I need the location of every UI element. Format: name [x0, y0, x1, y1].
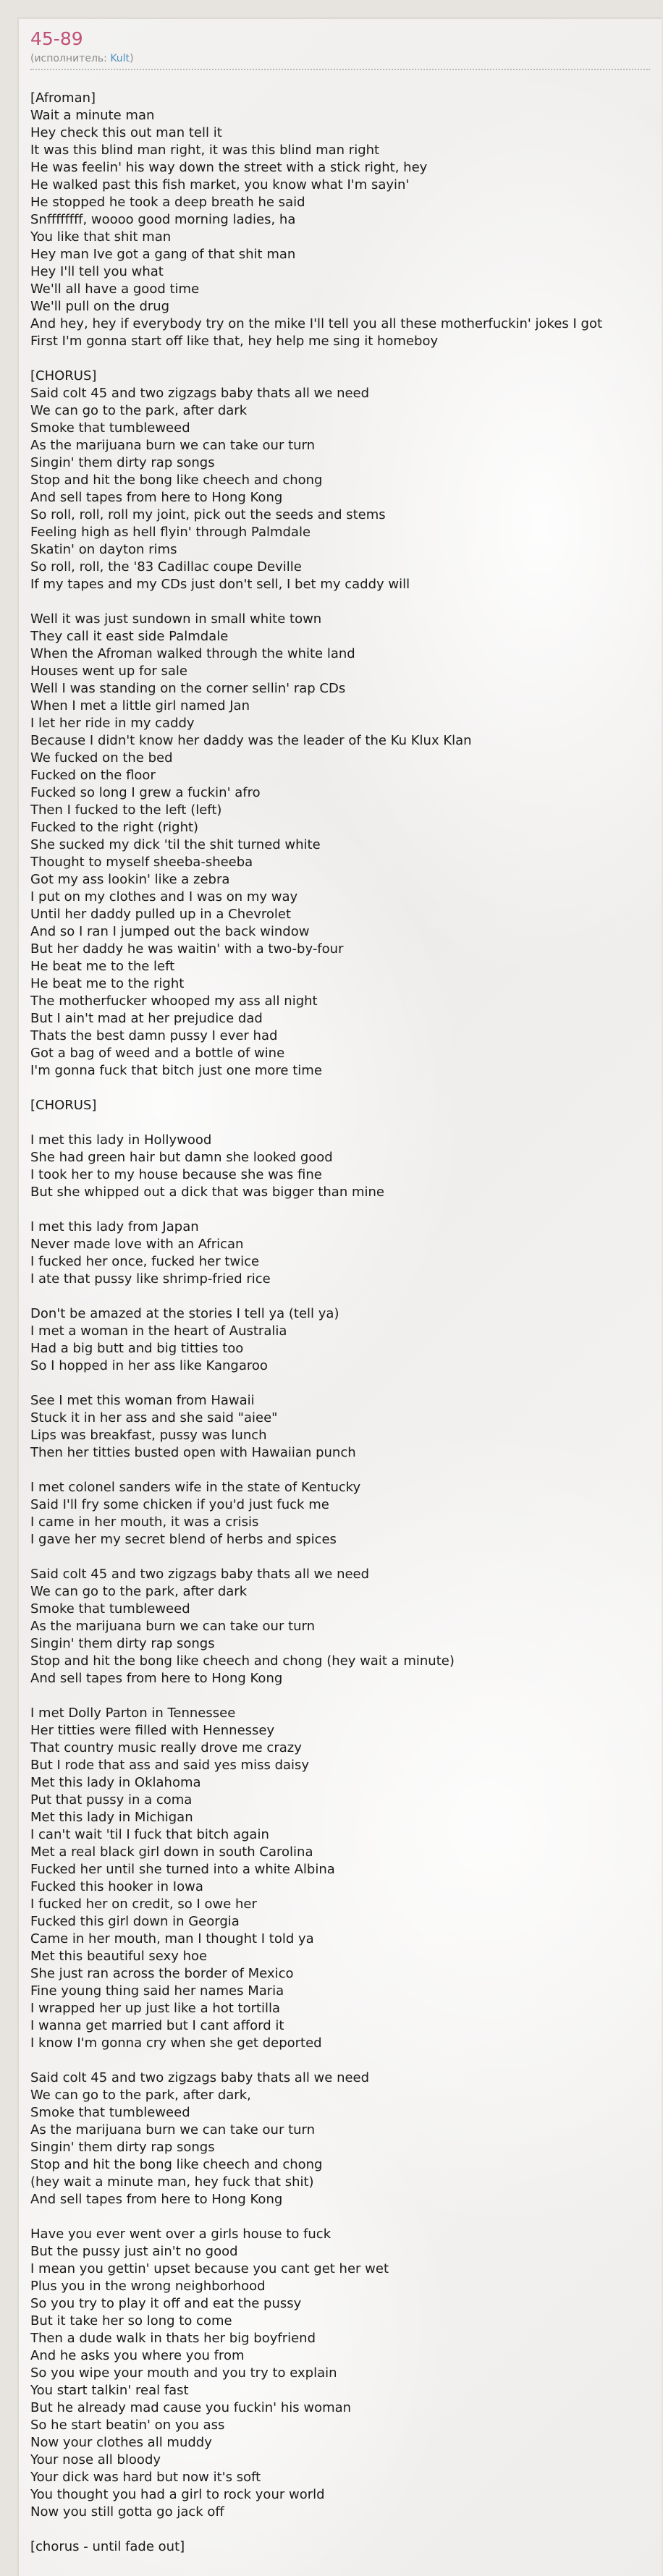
lyrics-text: [Afroman] Wait a minute man Hey check this out man tell it It was this blind man right, it was this blind man right He was feelin' his way down the street with a stick right, hey He walked past this fish market, you know what I'm sayin' He stopped he took a deep breath he said Snffffffff, woooo good morning ladies, ha You like that shit man Hey man Ive got a gang of that shit man Hey I'll tell you what We'll all have a good time We'll pull on the drug And hey, hey if everybody try on the mike I'll tell you all these motherfuckin' jokes I got First I'm gonna start off like that, hey help me sing it homeboy [CHORUS] Said colt 45 and two zigzags baby thats all we need We can go to the park, after dark Smoke that tumbleweed As the marijuana burn we can take our turn Singin' them dirty rap songs Stop and hit the bong like cheech and chong And sell tapes from here to Hong Kong So roll, roll, roll my joint, pick out the seeds and stems Feeling high as hell flyin' through Palmdale Skatin' on dayton rims So roll, roll, the '83 Cadillac coupe Deville If my tapes and my CDs just don't sell, I bet my caddy will Well it was just sundown in small white town They call it east side Palmdale When the Afroman walked through the white land Houses went up for sale Well I was standing on the corner sellin' rap CDs When I met a little girl named Jan I let her ride in my caddy Because I didn't know her daddy was the leader of the Ku Klux Klan We fucked on the bed Fucked on the floor Fucked so long I grew a fuckin' afro Then I fucked to the left (left) Fucked to the right (right) She sucked my dick 'til the shit turned white Thought to myself sheeba-sheeba Got my ass lookin' like a zebra I put on my clothes and I was on my way Until her daddy pulled up in a Chevrolet And so I ran I jumped out the back window But her daddy he was waitin' with a two-by-four He beat me to the left He beat me to the right The motherfucker whooped my ass all night But I ain't mad at her prejudice dad Thats the best damn pussy I ever had Got a bag of weed and a bottle of wine I'm gonna fuck that bitch just one more time [CHORUS] I met this lady in Hollywood She had green hair but damn she looked good I took her to my house because she was fine But she whipped out a dick that was bigger than mine I met this lady from Japan Never made love with an African I fucked her once, fucked her twice I ate that pussy like shrimp-fried rice Don't be amazed at the stories I tell ya (tell ya) I met a woman in the heart of Australia Had a big butt and big titties too So I hopped in her ass like Kangaroo See I met this woman from Hawaii Stuck it in her ass and she said "aiee" Lips was breakfast, pussy was lunch Then her titties busted open with Hawaiian punch I met colonel sanders wife in the state of Kentucky Said I'll fry some chicken if you'd just fuck me I came in her mouth, it was a crisis I gave her my secret blend of herbs and spices Said colt 45 and two zigzags baby thats all we need We can go to the park, after dark Smoke that tumbleweed As the marijuana burn we can take our turn Singin' them dirty rap songs Stop and hit the bong like cheech and chong (hey wait a minute) And sell tapes from here to Hong Kong I met Dolly Parton in Tennessee Her titties were filled with Hennessey That country music really drove me crazy But I rode that ass and said yes miss daisy Met this lady in Oklahoma Put that pussy in a coma Met this lady in Michigan I can't wait 'til I fuck that bitch again Met a real black girl down in south Carolina Fucked her until she turned into a white Albina Fucked this hooker in Iowa I fucked her on credit, so I owe her Fucked this girl down in Georgia Came in her mouth, man I thought I told ya Met this beautiful sexy hoe She just ran across the border of Mexico Fine young thing said her names Maria I wrapped her up just like a hot tortilla I wanna get married but I cant afford it I know I'm gonna cry when she get deported Said colt 45 and two zigzags baby thats all we need We can go to the park, after dark, Smoke that tumbleweed As the marijuana burn we can take our turn Singin' them dirty rap songs Stop and hit the bong like cheech and chong (hey wait a minute man, hey fuck that shit) And sell tapes from here to Hong Kong Have you ever went over a girls house to fuck But the pussy just ain't no good I mean you gettin' upset because you cant get her wet Plus you in the wrong neighborhood So you try to play it off and eat the pussy But it take her so long to come Then a dude walk in thats her big boyfriend And he asks you where you from So you wipe your mouth and you try to explain You start talkin' real fast But he already mad cause you fuckin' his woman So he start beatin' on you ass Now your clothes all muddy Your nose all bloody Your dick was hard but now it's soft You thought you had a girl to rock your world Now you still gotta go jack off [chorus - until fade out]	[30, 90, 603, 2554]
performer-prefix: (исполнитель:	[30, 53, 111, 64]
lyrics-page	[17, 17, 662, 2576]
song-title: 45-89	[30, 28, 83, 49]
song-header	[30, 27, 650, 70]
header-divider	[30, 69, 650, 70]
performer-suffix: )	[130, 53, 134, 64]
performer-line	[30, 52, 650, 65]
artist-link[interactable]: Kult	[110, 53, 130, 64]
